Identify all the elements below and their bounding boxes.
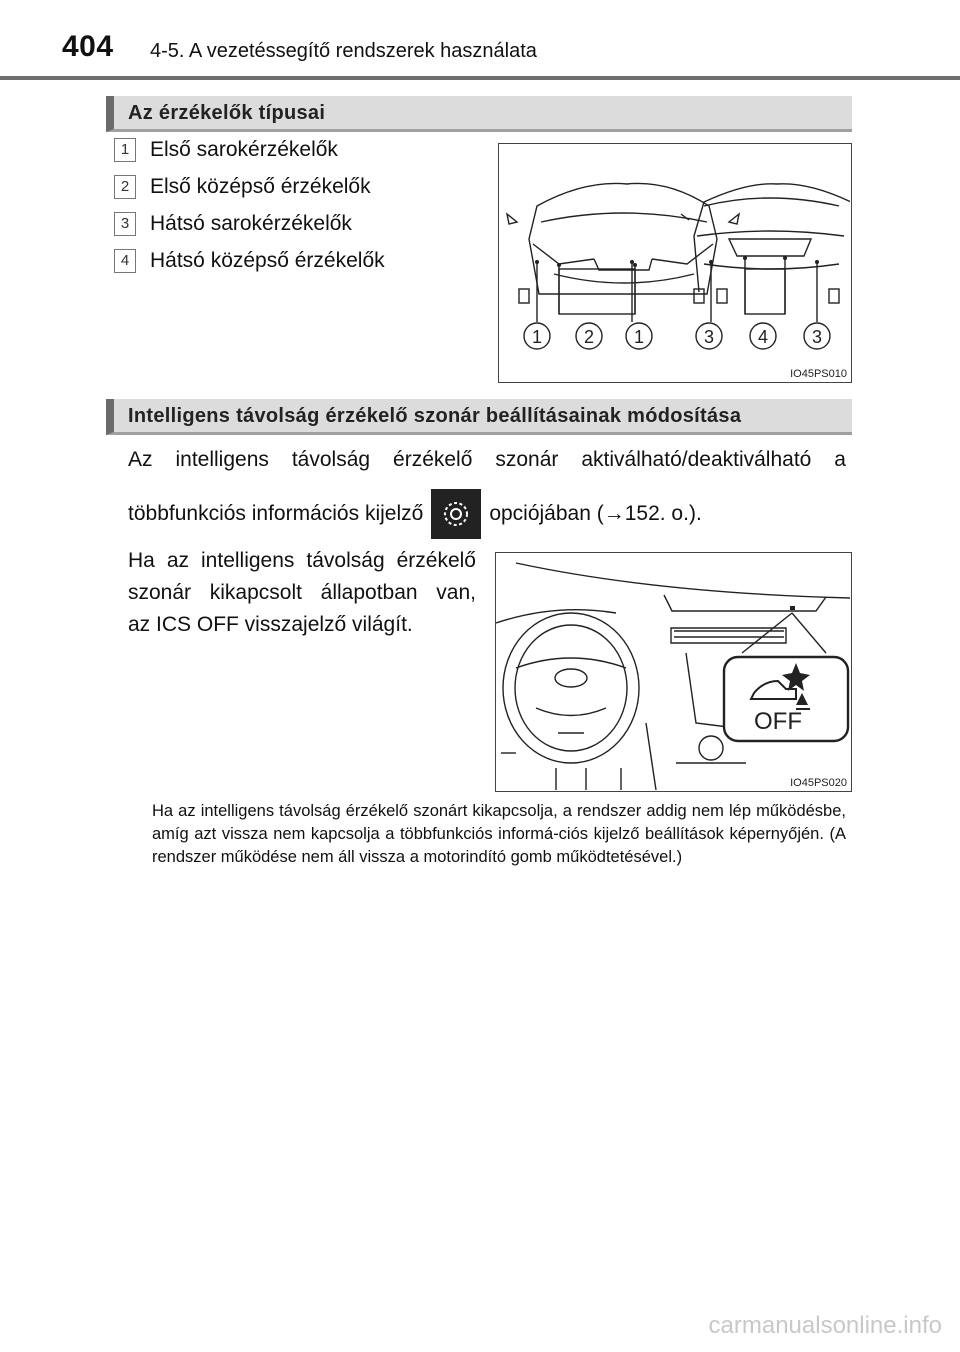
paragraph-line xyxy=(128,488,846,540)
item-label: Hátsó középső érzékelők xyxy=(150,249,385,272)
paragraph-text: többfunkciós információs kijelző xyxy=(128,502,424,525)
ics-off-indicator-text: OFF xyxy=(754,708,802,735)
item-number: 1 xyxy=(114,138,136,162)
car-front-rear-illustration xyxy=(499,144,850,381)
list-item xyxy=(114,138,338,162)
dashboard-figure xyxy=(495,552,852,792)
item-label: Első sarokérzékelők xyxy=(150,138,338,161)
figure-code: IO45PS020 xyxy=(790,777,847,789)
callout-rear-corner: 3 xyxy=(703,327,715,347)
section-heading-sensor-types xyxy=(106,96,852,132)
callout-front-corner: 1 xyxy=(531,327,543,347)
paragraph-line: Az intelligens távolság érzékelő szonár aktiválható/deaktiválható a xyxy=(128,448,846,471)
figure-code: IO45PS010 xyxy=(790,368,847,380)
item-number: 2 xyxy=(114,175,136,199)
item-number: 3 xyxy=(114,212,136,236)
callout-front-corner: 1 xyxy=(633,327,645,347)
paragraph-line: Ha az intelligens távolság érzékelő xyxy=(128,549,476,572)
callout-rear-corner: 3 xyxy=(811,327,823,347)
chapter-title: 4-5. A vezetéssegítő rendszerek használata xyxy=(150,40,537,62)
list-item xyxy=(114,175,371,199)
paragraph-line: szonár kikapcsolt állapotban van, xyxy=(128,581,476,604)
list-item xyxy=(114,212,352,236)
dashboard-illustration xyxy=(496,553,850,790)
callout-rear-center: 4 xyxy=(757,327,769,347)
paragraph-text: opciójában (→152. o.). xyxy=(489,502,702,525)
settings-gear-icon xyxy=(431,489,481,539)
note-paragraph: Ha az intelligens távolság érzékelő szonárt kikapcsolja, a rendszer addig nem lép működésbe, amíg azt vissza nem kapcsolja a többfunkciós informá-ciós kijelző beállítások képernyőjén. (A rendszer működése nem áll vissza a motorindító gomb működtetésével.) xyxy=(152,802,846,867)
paragraph-line: az ICS OFF visszajelző világít. xyxy=(128,613,413,636)
callout-front-center: 2 xyxy=(583,327,595,347)
page-number: 404 xyxy=(62,30,114,63)
list-item xyxy=(114,249,385,273)
header-rule xyxy=(0,76,960,80)
sensor-location-figure xyxy=(498,143,852,383)
section-heading-label: Az érzékelők típusai xyxy=(128,102,326,124)
item-number: 4 xyxy=(114,249,136,273)
watermark: carmanualsonline.info xyxy=(708,1312,942,1339)
item-label: Első középső érzékelők xyxy=(150,175,371,198)
section-heading-sonar-settings xyxy=(106,399,852,435)
section-heading-label: Intelligens távolság érzékelő szonár beállításainak módosítása xyxy=(128,405,742,427)
item-label: Hátsó sarokérzékelők xyxy=(150,212,352,235)
